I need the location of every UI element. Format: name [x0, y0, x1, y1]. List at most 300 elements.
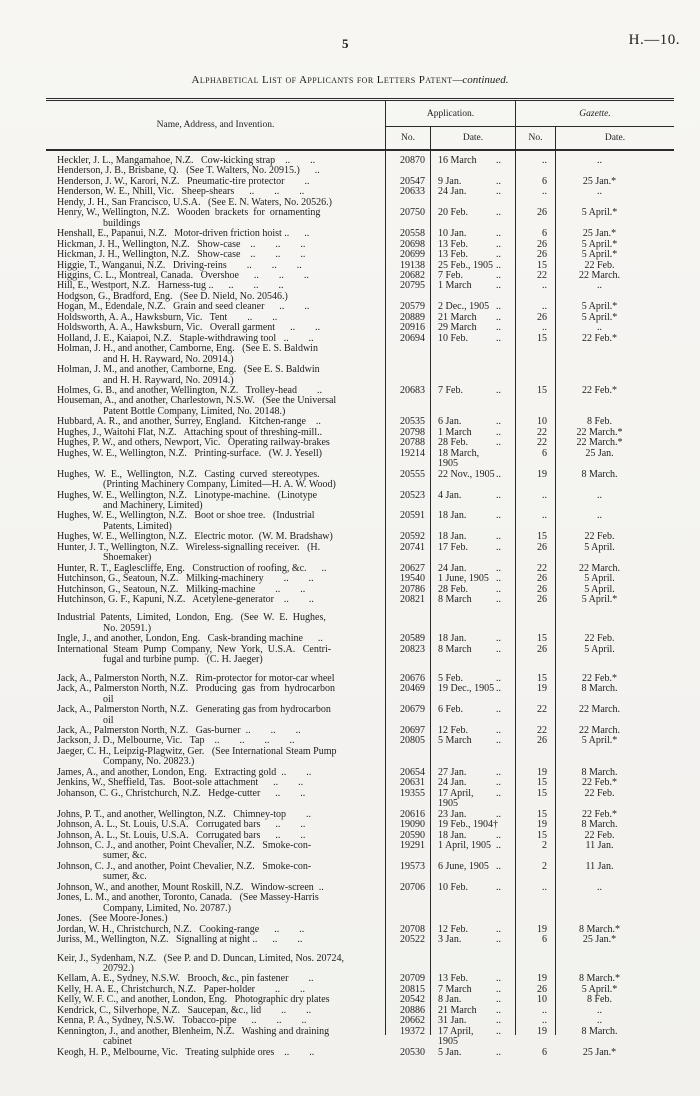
application-date-cell [430, 491, 515, 501]
name-line: Holdsworth, A. A., Hawksburn, Vic. Overall garment .. .. [57, 322, 321, 334]
name-line: Hunter, R. T., Eaglescliffe, Eng. Construction of roofing, &c. .. [57, 562, 327, 574]
application-date-text: 1 March [438, 426, 472, 438]
leader-dots: .. [496, 322, 501, 334]
name-line: Jack, A., Palmerston North, N.Z. Producing gas from hydrocarbon [57, 683, 336, 695]
gazette-date-cell: 25 Jan. [585, 447, 614, 459]
name-line: Henderson, W. E., Nhill, Vic. Sheep-shears .. .. .. [57, 186, 305, 198]
name-line: Henry, W., Wellington, N.Z. Wooden brackets for ornamenting [57, 207, 321, 219]
name-line: Johnson, A. L., St. Louis, U.S.A. Corrugated bars .. .. [57, 829, 306, 841]
name-line: Henderson, J. B., Brisbane, Q. (See T. Walters, No. 20915.) .. [57, 165, 320, 177]
application-date-text: 18 Jan. [438, 829, 467, 841]
gazette-no-cell: .. [542, 155, 547, 166]
application-no-cell: 20558 [400, 228, 425, 240]
application-date-text: 28 Feb. [438, 437, 468, 449]
name-line: Jordan, W. H., Christchurch, N.Z. Cooking-range .. .. [57, 923, 305, 935]
application-date-cell [430, 156, 515, 166]
application-date-cell [430, 595, 515, 605]
gazette-date-cell: 5 April.* [581, 249, 618, 261]
application-no-cell: 20579 [400, 301, 425, 313]
application-date-cell [430, 841, 515, 851]
application-no-cell: 20697 [400, 725, 425, 737]
name-line: Kennington, J., and another, Blenheim, N.Z. Washing and draining [57, 1025, 330, 1037]
name-line: Johnson, A. L., St. Louis, U.S.A. Corrugated bars .. .. [57, 819, 306, 831]
header-application-no: No. [385, 127, 430, 149]
name-line: buildings [103, 217, 141, 229]
application-no-cell: 20694 [400, 332, 425, 344]
list-title-main: Alphabetical List of Applicants for Letters Patent [191, 74, 453, 86]
gazette-date-cell: 22 Feb. [584, 829, 615, 841]
leader-dots: .. [496, 510, 501, 522]
table-row [46, 344, 674, 365]
gazette-no-cell: 2 [542, 840, 547, 851]
table-row [46, 613, 674, 634]
name-line: Holland, J. E., Kaiapoi, N.Z. Staple-withdrawing tool .. .. [57, 332, 314, 344]
name-line: Hickman, J. H., Wellington, N.Z. Show-case .. .. .. [57, 249, 306, 261]
name-line: Patents, Limited) [103, 520, 172, 532]
gazette-no-cell: .. [542, 301, 547, 313]
application-date-text: 10 Feb. [438, 881, 468, 893]
application-no-cell: 20535 [400, 416, 425, 428]
application-date-text: 18 Jan. [438, 531, 467, 543]
application-no-cell: 20709 [400, 973, 425, 985]
name-line: Keir, J., Sydenham, N.Z. (See P. and D. Duncan, Limited, Nos. 20724, [57, 952, 345, 964]
gazette-date-cell: 22 Feb. [584, 259, 615, 271]
name-line: Jones. (See Moore-Jones.) [57, 913, 168, 925]
table-row [46, 470, 674, 491]
table-row [46, 893, 674, 914]
name-line: cabinet [103, 1036, 132, 1048]
leader-dots: .. [496, 541, 501, 553]
name-line: and Machinery, Limited) [103, 499, 203, 511]
application-no-cell: 19138 [400, 259, 425, 271]
leader-dots: .. [496, 573, 501, 585]
gazette-date-cell: 22 March. [578, 269, 621, 281]
doc-reference: H.—10. [628, 32, 680, 48]
application-date-cell [430, 1048, 515, 1058]
application-no-cell: 20631 [400, 777, 425, 789]
name-line: Johns, P. T., and another, Wellington, N.Z. Chimney-top .. [57, 808, 312, 820]
leader-dots: .. [496, 1025, 501, 1037]
name-line: Higgie, T., Wanganui, N.Z. Driving-reins .. .. .. [57, 259, 302, 271]
application-no-cell: 20706 [400, 881, 425, 893]
application-no-cell: 20633 [400, 186, 425, 198]
gazette-no-cell: 26 [537, 249, 547, 261]
name-line: Johnson, W., and another, Mount Roskill, N.Z. Window-screen .. [57, 881, 324, 893]
name-address-invention-cell [46, 365, 385, 386]
leader-dots: .. [496, 725, 501, 737]
application-no-cell: 20682 [400, 269, 425, 281]
application-date-text: 28 Feb. [438, 583, 468, 595]
name-line: Johnson, C. J., and another, Point Chevalier, N.Z. Smoke-con- [57, 840, 312, 851]
name-line: fugal and turbine pump. (C. H. Jaeger) [103, 654, 263, 666]
gazette-no-cell: 26 [537, 643, 547, 655]
name-line: Hickman, J. H., Wellington, N.Z. Show-case .. .. .. [57, 238, 306, 250]
name-address-invention-cell [46, 645, 385, 666]
name-address-invention-cell [46, 789, 385, 799]
gazette-no-cell: 2 [542, 860, 547, 872]
list-title [0, 74, 700, 86]
gazette-date-cell: .. [597, 1015, 602, 1027]
application-no-cell: 20676 [400, 672, 425, 684]
name-address-invention-cell [46, 747, 385, 768]
gazette-no-cell: .. [542, 186, 547, 198]
gazette-no-cell: 26 [537, 541, 547, 553]
leader-dots: .. [496, 468, 501, 480]
name-line: Kenna, P. A., Sydney, N.S.W. Tobacco-pipe .. .. .. [57, 1015, 307, 1027]
application-date-text: 8 March [438, 594, 472, 606]
application-date-text: 13 Feb. [438, 973, 468, 985]
leader-dots: .. [496, 1015, 501, 1027]
gazette-date-cell: 22 March. [578, 725, 621, 737]
gazette-date-cell: 8 March. [581, 468, 618, 480]
name-line: oil [103, 714, 114, 726]
application-no-cell: 20547 [400, 175, 425, 187]
column-divider [555, 151, 556, 1035]
gazette-date-cell: 8 March. [581, 1025, 618, 1037]
name-line: Johnson, C. J., and another, Point Chevalier, N.Z. Smoke-con- [57, 860, 312, 872]
name-line: No. 20591.) [103, 622, 152, 634]
gazette-no-cell: 15 [537, 633, 547, 645]
application-no-cell: 20683 [400, 384, 425, 396]
application-date-cell [430, 470, 515, 480]
name-address-invention-cell [46, 344, 385, 365]
leader-dots: .. [496, 238, 501, 250]
leader-dots: .. [496, 983, 501, 995]
application-date-text: 16 March [438, 155, 477, 166]
name-line: Johanson, C. G., Christchurch, N.Z. Hedge-cutter .. .. [57, 787, 306, 799]
header-application-date: Date. [430, 127, 515, 149]
application-no-cell: 19540 [400, 573, 425, 585]
application-no-cell: 20530 [400, 1046, 425, 1058]
name-address-invention-cell [46, 491, 385, 512]
leader-dots: .. [496, 207, 501, 219]
gazette-date-cell: 5 April. [584, 643, 615, 655]
gazette-no-cell: 19 [537, 1025, 547, 1037]
application-date-text: 25 Feb., 1905 [438, 259, 493, 271]
leader-dots: .. [496, 777, 501, 789]
name-line: Higgins, C. L., Montreal, Canada. Overshoe .. .. .. [57, 269, 309, 281]
name-line: Jaeger, C. H., Leipzig-Plagwitz, Ger. (See International Steam Pump [57, 745, 337, 757]
gazette-date-cell: .. [597, 186, 602, 198]
name-address-invention-cell [46, 470, 385, 491]
name-line: Hughes, P. W., and others, Newport, Vic. Operating railway-brakes [57, 437, 330, 449]
application-date-text: 10 Feb. [438, 332, 468, 344]
header-gazette-date: Date. [555, 127, 674, 149]
application-date-text: 4 Jan. [438, 489, 462, 501]
leader-dots: .. [496, 766, 501, 778]
gazette-date-cell: 5 April.* [581, 735, 618, 747]
application-date-cell [430, 1027, 515, 1048]
gazette-date-cell: 8 March. [581, 683, 618, 695]
leader-dots: .. [496, 155, 501, 166]
name-address-invention-cell [46, 543, 385, 564]
gazette-date-cell: 8 Feb. [587, 416, 612, 428]
name-line: Kendrick, C., Silverhope, N.Z. Saucepan, &c., lid .. .. [57, 1004, 312, 1016]
leader-dots: .. [496, 1004, 501, 1016]
leader-dots: .. [496, 562, 501, 574]
table-row [46, 1027, 674, 1048]
leader-dots: .. [496, 583, 501, 595]
application-date-text: 3 Jan. [438, 934, 462, 946]
application-no-cell: 20870 [400, 155, 425, 166]
application-no-cell: 20815 [400, 983, 425, 995]
application-no-cell: 20886 [400, 1004, 425, 1016]
leader-dots: .. [496, 301, 501, 313]
application-date-text: 7 March [438, 983, 472, 995]
application-no-cell: 20590 [400, 829, 425, 841]
name-line: and H. H. Rayward, No. 20914.) [103, 374, 234, 386]
name-line: Hubbard, A. R., and another, Surrey, England. Kitchen-range .. [57, 416, 321, 428]
application-date-text: 5 March [438, 735, 472, 747]
table-row [46, 574, 674, 584]
name-line: Jackson, J. D., Melbourne, Vic. Tap .. .. .. .. [57, 735, 295, 747]
gazette-date-cell: 22 Feb.* [582, 777, 617, 789]
application-date-cell [430, 208, 515, 218]
application-no-cell: 20522 [400, 934, 425, 946]
application-date-text: 31 Jan. [438, 1015, 467, 1027]
name-line: Kelly, W. F. C., and another, London, Eng. Photographic dry plates [57, 994, 330, 1006]
application-date-text: 17 April, 1905 [438, 787, 474, 810]
leader-dots: .. [496, 186, 501, 198]
application-date-cell [430, 281, 515, 291]
name-line: Heckler, J. L., Mangamahoe, N.Z. Cow-kicking strap .. .. [57, 155, 316, 166]
table-row [46, 595, 674, 605]
gazette-no-cell: 6 [542, 228, 547, 240]
application-date-cell [430, 684, 515, 694]
application-no-cell: 19372 [400, 1025, 425, 1037]
page-number: 5 [342, 36, 349, 51]
table-row [46, 820, 674, 830]
leader-dots: .. [496, 531, 501, 543]
name-address-invention-cell [46, 684, 385, 705]
name-address-invention-cell [46, 954, 385, 975]
application-date-text: 12 Feb. [438, 725, 468, 737]
column-divider [385, 151, 386, 1035]
leader-dots: .. [496, 175, 501, 187]
name-address-invention-cell [46, 935, 385, 945]
application-date-cell [430, 645, 515, 655]
name-line: Hughes, W. E., Wellington, N.Z. Linotype-machine. (Linotype [57, 489, 318, 501]
gazette-date-cell: 8 March.* [578, 973, 621, 985]
leader-dots: .. [496, 934, 501, 946]
application-date-cell [430, 736, 515, 746]
gazette-date-cell: 8 March.* [578, 923, 621, 935]
application-no-cell: 20627 [400, 562, 425, 574]
application-date-cell [430, 820, 515, 830]
gazette-no-cell: 26 [537, 573, 547, 585]
gazette-date-cell: 8 Feb. [587, 994, 612, 1006]
gazette-no-cell: 19 [537, 766, 547, 778]
table-row [46, 645, 674, 666]
gazette-no-cell: 15 [537, 672, 547, 684]
application-date-text: 2 Dec., 1905 [438, 301, 490, 313]
application-no-cell: 20616 [400, 808, 425, 820]
gazette-no-cell: 22 [537, 704, 547, 716]
header-gazette-no: No. [515, 127, 555, 149]
name-line: (Printing Machinery Company, Limited—H. A. W. Wood) [103, 479, 336, 491]
gazette-no-cell: 15 [537, 777, 547, 789]
application-no-cell: 20750 [400, 207, 425, 219]
name-line: Henshall, E., Papanui, N.Z. Motor-driven friction hoist .. .. [57, 228, 310, 240]
name-line: sumer, &c. [103, 850, 147, 862]
header-gazette-group: Gazette. [515, 101, 674, 127]
gazette-no-cell: 26 [537, 311, 547, 323]
name-address-invention-cell [46, 841, 385, 862]
name-line: Hendy, J. H., San Francisco, U.S.A. (See E. N. Waters, No. 20526.) [57, 196, 332, 208]
application-no-cell: 20698 [400, 238, 425, 250]
gazette-no-cell: 19 [537, 819, 547, 831]
table-row [46, 747, 674, 768]
application-no-cell: 19291 [400, 840, 425, 851]
application-no-cell: 20805 [400, 735, 425, 747]
leader-dots: .. [496, 426, 501, 438]
name-address-invention-cell [46, 1048, 385, 1058]
leader-dots: .. [496, 228, 501, 240]
application-date-text: 1 March [438, 280, 472, 292]
application-date-cell [430, 705, 515, 715]
name-line: Holmes, G. B., and another, Wellington, N.Z. Trolley-head .. [57, 384, 322, 396]
name-line: James, A., and another, London, Eng. Extracting gold .. .. [57, 766, 312, 778]
name-address-invention-cell [46, 208, 385, 229]
leader-dots: .. [496, 311, 501, 323]
gazette-no-cell: 19 [537, 683, 547, 695]
gazette-no-cell: 19 [537, 973, 547, 985]
leader-dots: .. [496, 808, 501, 820]
gazette-no-cell: .. [542, 510, 547, 522]
gazette-no-cell: 15 [537, 829, 547, 841]
gazette-date-cell: 22 Feb.* [582, 384, 617, 396]
table-row [46, 935, 674, 945]
application-date-text: 18 March, 1905 [438, 447, 480, 470]
application-no-cell: 20654 [400, 766, 425, 778]
gazette-no-cell: 15 [537, 787, 547, 799]
leader-dots: .. [496, 923, 501, 935]
gazette-date-cell: 5 April.* [581, 594, 618, 606]
name-line: Shoemaker) [103, 552, 152, 564]
leader-dots: .. [496, 594, 501, 606]
name-line: Hunter, J. T., Wellington, N.Z. Wireless-signalling receiver. (H. [57, 541, 321, 553]
gazette-no-cell: 22 [537, 562, 547, 574]
name-address-invention-cell [46, 862, 385, 883]
name-line: Jenkins, W., Sheffield, Tas. Boot-sole attachment .. .. [57, 777, 304, 789]
gazette-no-cell: 19 [537, 923, 547, 935]
gazette-no-cell: 26 [537, 207, 547, 219]
gazette-date-cell: 25 Jan.* [582, 228, 617, 240]
header-name-address-invention: Name, Address, and Invention. [156, 120, 275, 130]
gazette-date-cell: 25 Jan.* [582, 1046, 617, 1058]
gazette-date-cell: 22 Feb. [584, 787, 615, 799]
table-row [46, 491, 674, 512]
application-no-cell: 20523 [400, 489, 425, 501]
leader-dots: .. [496, 269, 501, 281]
leader-dots: .. [496, 735, 501, 747]
name-address-invention-cell [46, 595, 385, 605]
patent-table [46, 98, 674, 1058]
application-no-cell: 20679 [400, 704, 425, 716]
gazette-date-cell: .. [597, 322, 602, 334]
name-line: Hodgson, G., Bradford, Eng. (See D. Nield, No. 20546.) [57, 290, 288, 302]
gazette-date-cell: 22 Feb. [584, 633, 615, 645]
application-no-cell: 20555 [400, 468, 425, 480]
application-no-cell: 20889 [400, 311, 425, 323]
name-line: and H. H. Rayward, No. 20914.) [103, 353, 234, 365]
column-divider [430, 151, 431, 1035]
gazette-date-cell: 5 April. [584, 541, 615, 553]
application-no-cell: 20708 [400, 923, 425, 935]
gazette-date-cell: 5 April.* [581, 238, 618, 250]
gazette-date-cell: 5 April.* [581, 311, 618, 323]
gazette-no-cell: 15 [537, 259, 547, 271]
gazette-no-cell: 15 [537, 531, 547, 543]
application-no-cell: 20795 [400, 280, 425, 292]
application-no-cell: 20662 [400, 1015, 425, 1027]
leader-dots: .. [496, 1046, 501, 1058]
application-date-cell [430, 187, 515, 197]
application-date-text: 13 Feb. [438, 249, 468, 261]
application-date-text: 12 Feb. [438, 923, 468, 935]
gazette-date-cell: 22 March. [578, 562, 621, 574]
table-row [46, 250, 674, 260]
application-no-cell: 20542 [400, 994, 425, 1006]
application-date-text: 13 Feb. [438, 238, 468, 250]
application-no-cell: 20589 [400, 633, 425, 645]
gazette-date-cell: 22 March.* [576, 437, 623, 449]
application-date-text: 5 Jan. [438, 1046, 462, 1058]
gazette-no-cell: 26 [537, 983, 547, 995]
gazette-date-cell: .. [597, 155, 602, 166]
name-line: Holdsworth, A. A., Hawksburn, Vic. Tent .. .. [57, 311, 278, 323]
name-line: Henderson, J. W., Karori, N.Z. Pneumatic-tire protector .. [57, 175, 310, 187]
application-date-cell [430, 511, 515, 521]
gazette-date-cell: 8 March. [581, 819, 618, 831]
application-no-cell: 20823 [400, 643, 425, 655]
gazette-no-cell: 15 [537, 332, 547, 344]
application-no-cell: 20798 [400, 426, 425, 438]
gazette-no-cell: 15 [537, 384, 547, 396]
application-date-text: 21 March [438, 311, 477, 323]
name-line: Hutchinson, G., Seatoun, N.Z. Milking-machine .. .. [57, 583, 306, 595]
gazette-date-cell: 22 Feb.* [582, 808, 617, 820]
application-no-cell: 19214 [400, 447, 425, 459]
application-date-text: 23 Jan. [438, 808, 467, 820]
gazette-no-cell: .. [542, 1004, 547, 1016]
gazette-date-cell: .. [597, 489, 602, 501]
leader-dots: .. [496, 416, 501, 428]
gazette-no-cell: .. [542, 1015, 547, 1027]
gazette-no-cell: 22 [537, 269, 547, 281]
application-no-cell: 20788 [400, 437, 425, 449]
application-date-cell [430, 250, 515, 260]
gazette-date-cell: 22 Feb.* [582, 672, 617, 684]
gazette-no-cell: 10 [537, 994, 547, 1006]
table-row [46, 684, 674, 705]
leader-dots: .. [496, 633, 501, 645]
table-row [46, 954, 674, 975]
leader-dots: .. [496, 881, 501, 893]
application-date-cell [430, 449, 515, 470]
application-date-text: 21 March [438, 1004, 477, 1016]
leader-dots: .. [496, 787, 501, 799]
gazette-date-cell: .. [597, 280, 602, 292]
leader-dots: .. [496, 489, 501, 501]
name-address-invention-cell [46, 893, 385, 914]
application-date-text: 5 Feb. [438, 672, 463, 684]
name-line: Jack, A., Palmerston North, N.Z. Rim-protector for motor-car wheel [57, 672, 335, 684]
gazette-date-cell: 11 Jan. [585, 840, 614, 851]
application-date-text: 1 June, 1905 [438, 573, 489, 585]
gazette-date-cell: 22 March.* [576, 426, 623, 438]
table-row [46, 1048, 674, 1058]
